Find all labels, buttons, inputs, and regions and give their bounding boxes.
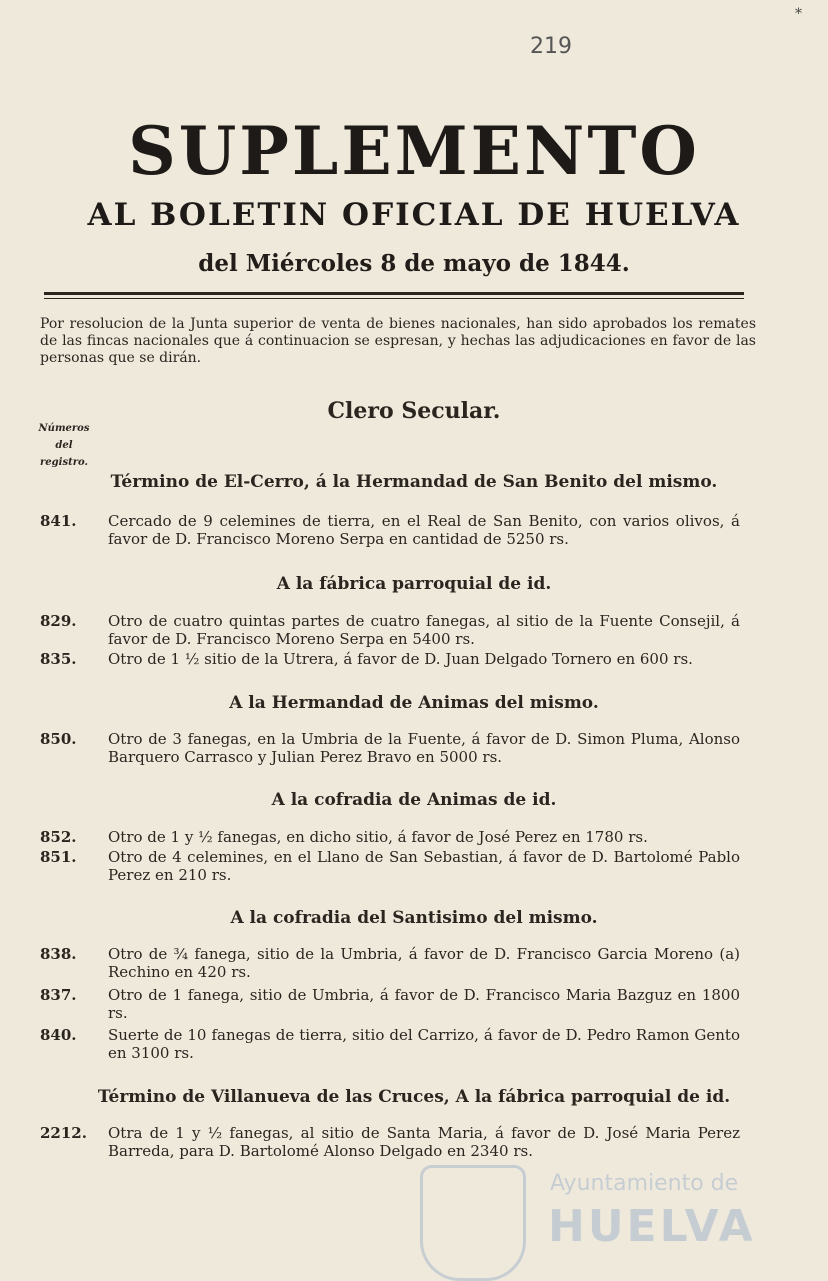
list-item [40, 945, 740, 981]
entry-text: Suerte de 10 fanegas de tierra, sitio del Carrizo, á favor de D. Pedro Ramon Gento en 3100 rs. [108, 1026, 740, 1062]
intro-paragraph: Por resolucion de la Junta superior de venta de bienes nacionales, han sido aprobados los remates de las fincas nacionales que á continuacion se espresan, y hechas las adjudicaciones en favor de las personas que se dirán. [40, 316, 756, 366]
list-item [40, 1026, 740, 1062]
term-heading-villanueva: Término de Villanueva de las Cruces, A la fábrica parroquial de id. [97, 1087, 731, 1107]
registry-number: 829. [40, 612, 77, 630]
subheading-fabrica: A la fábrica parroquial de id. [276, 574, 552, 594]
entry-text: Otro de 1 fanega, sitio de Umbria, á favor de D. Francisco Maria Bazguz en 1800 rs. [108, 986, 740, 1022]
numbers-column-header [32, 420, 96, 471]
entry-text: Otra de 1 y ½ fanegas, al sitio de Santa Maria, á favor de D. José Maria Perez Barreda, para D. Bartolomé Alonso Delgado en 2340 rs. [108, 1124, 740, 1160]
registry-number: 852. [40, 828, 77, 846]
document-subtitle: AL BOLETIN OFICIAL DE HUELVA [87, 197, 741, 233]
list-item [40, 612, 740, 648]
registry-number: 2212. [40, 1124, 87, 1142]
registry-number: 840. [40, 1026, 77, 1044]
subheading-hermandad-animas: A la Hermandad de Animas del mismo. [229, 693, 599, 713]
subheading-cofradia-animas: A la cofradia de Animas de id. [271, 790, 557, 810]
numbers-header-line: registro. [40, 457, 88, 468]
registry-number: 838. [40, 945, 77, 963]
shield-icon [420, 1165, 526, 1281]
entry-text: Otro de 3 fanegas, en la Umbria de la Fuente, á favor de D. Simon Pluma, Alonso Barquero Carrasco y Julian Perez Bravo en 5000 rs. [108, 730, 740, 766]
entry-text: Otro de cuatro quintas partes de cuatro fanegas, al sitio de la Fuente Consejil, á favor de D. Francisco Moreno Serpa en 5400 rs. [108, 612, 740, 648]
registry-number: 851. [40, 848, 77, 866]
section-title: Clero Secular. [327, 398, 501, 424]
entry-text: Cercado de 9 celemines de tierra, en el Real de San Benito, con varios olivos, á favor de D. Francisco Moreno Serpa en cantidad de 5250 rs. [108, 512, 740, 548]
registry-number: 850. [40, 730, 77, 748]
entry-text: Otro de ¾ fanega, sitio de la Umbria, á favor de D. Francisco Garcia Moreno (a) Rechino en 420 rs. [108, 945, 740, 981]
list-item [40, 1124, 740, 1160]
entry-text: Otro de 4 celemines, en el Llano de San Sebastian, á favor de D. Bartolomé Pablo Perez en 210 rs. [108, 848, 740, 884]
corner-mark: * [795, 6, 802, 22]
entry-text: Otro de 1 ½ sitio de la Utrera, á favor de D. Juan Delgado Tornero en 600 rs. [108, 650, 693, 668]
watermark-line2: HUELVA [548, 1201, 756, 1252]
watermark-line1: Ayuntamiento de [550, 1171, 739, 1196]
list-item [40, 986, 740, 1022]
numbers-header-line: del [55, 440, 73, 451]
list-item [40, 828, 740, 846]
list-item [40, 650, 740, 668]
registry-number: 837. [40, 986, 77, 1004]
list-item [40, 730, 740, 766]
subheading-cofradia-santisimo: A la cofradia del Santisimo del mismo. [230, 908, 598, 928]
term-heading-el-cerro: Término de El-Cerro, á la Hermandad de San Benito del mismo. [110, 472, 718, 492]
registry-number: 841. [40, 512, 77, 530]
page-number: 219 [530, 34, 572, 59]
divider-thick [44, 292, 744, 295]
list-item [40, 848, 740, 884]
divider-thin [44, 298, 744, 299]
entry-text: Otro de 1 y ½ fanegas, en dicho sitio, á favor de José Perez en 1780 rs. [108, 828, 648, 846]
document-title: SUPLEMENTO [128, 112, 700, 190]
document-date: del Miércoles 8 de mayo de 1844. [198, 250, 630, 277]
list-item [40, 512, 740, 548]
numbers-header-line: Números [38, 423, 90, 434]
registry-number: 835. [40, 650, 77, 668]
ayuntamiento-watermark [420, 1165, 760, 1275]
